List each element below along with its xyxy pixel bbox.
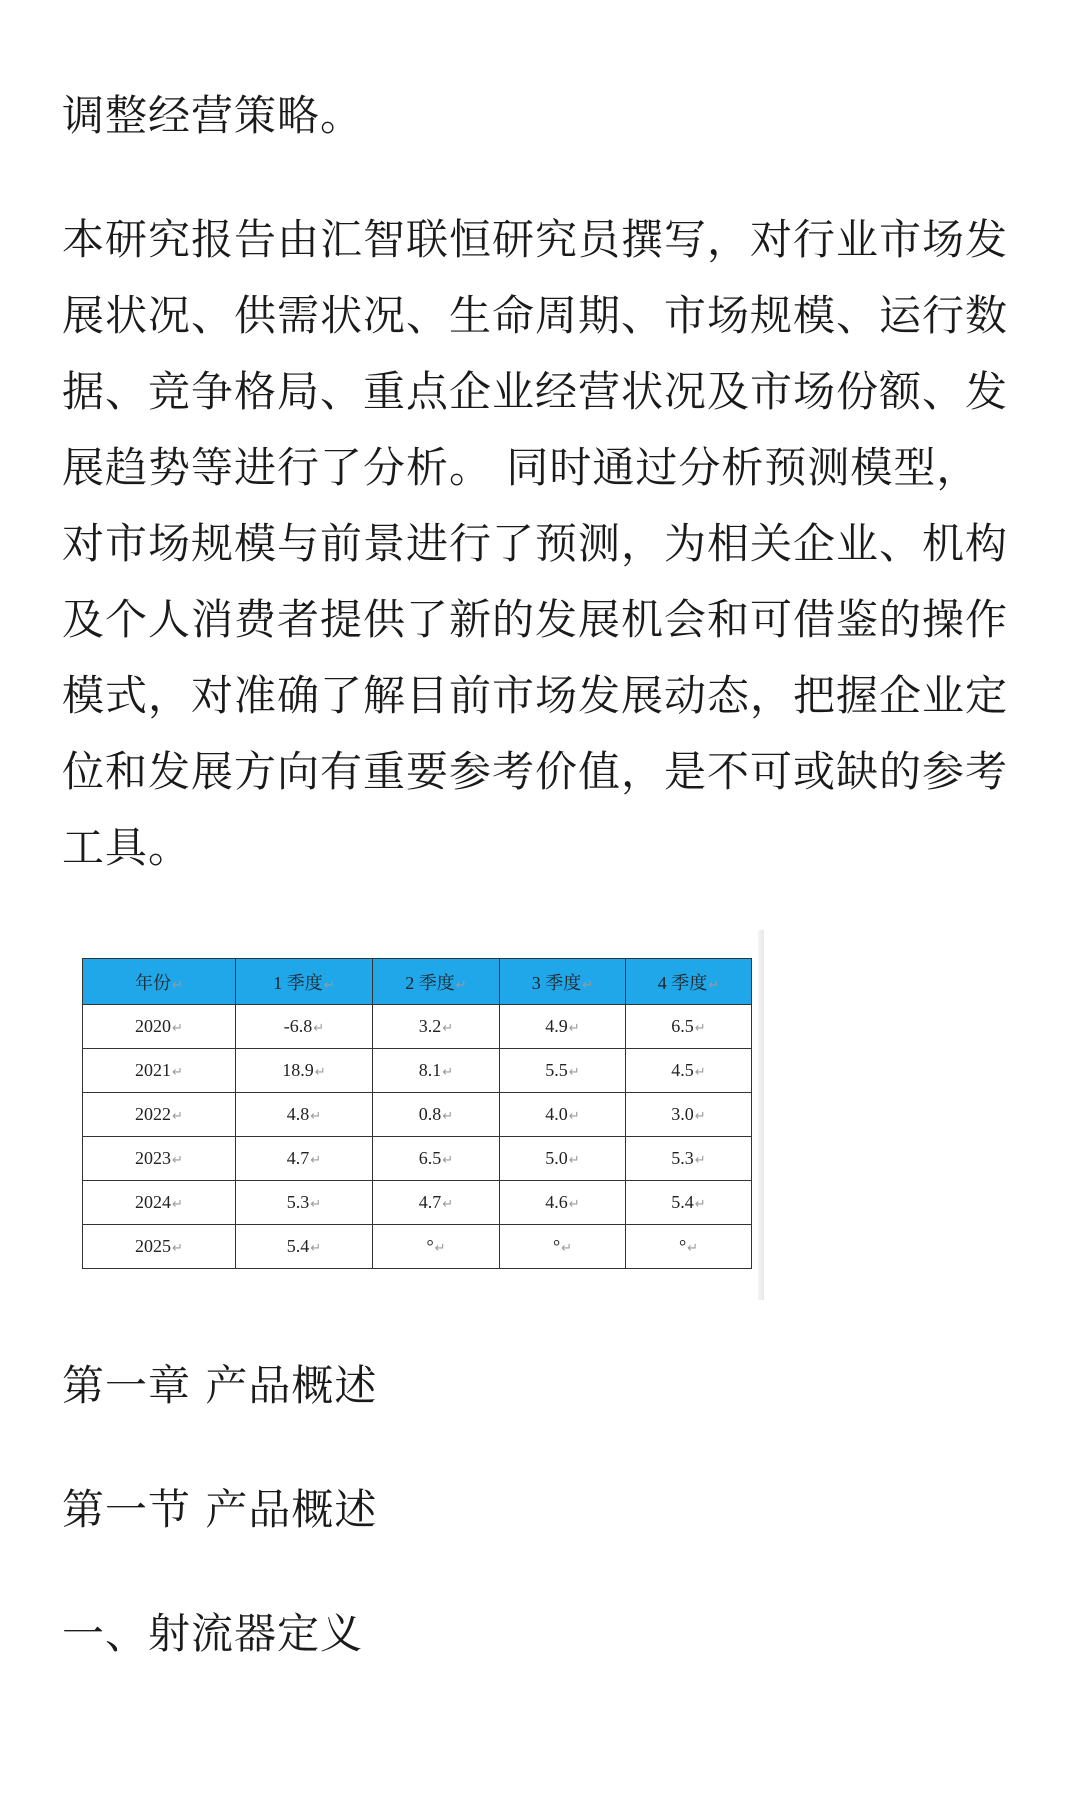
table-cell: 2020↵ [83,1005,236,1049]
paragraph-report-description: 本研究报告由汇智联恒研究员撰写，对行业市场发展状况、供需状况、生命周期、市场规模、运行数据、竞争格局、重点企业经营状况及市场份额、发展趋势等进行了分析。 同时通过分析预测模型，对市场规模与前景进行了预测，为相关企业、机构及个人消费者提供了新的发展机会和可借鉴的操作模式，对准确了解目前市场发展动态，把握企业定位和发展方向有重要参考价值，是不可或缺的参考工具。 [62,215,1009,872]
table-cell: 2022↵ [83,1093,236,1137]
table-header-cell: 3 季度↵ [500,959,626,1005]
table-cell: 4.8↵ [236,1093,373,1137]
image-edge-divider [758,930,764,1300]
table-row [83,1005,752,1049]
table-cell: °↵ [500,1225,626,1269]
table-header-cell: 1 季度↵ [236,959,373,1005]
table-header-cell: 年份↵ [83,959,236,1005]
table-cell: 4.7↵ [373,1181,500,1225]
subsection-heading: 一、射流器定义 [62,1609,364,1658]
table-cell: 5.0↵ [500,1137,626,1181]
table-cell: -6.8↵ [236,1005,373,1049]
table-row [83,1225,752,1269]
table-cell: 5.4↵ [236,1225,373,1269]
table-cell: 2025↵ [83,1225,236,1269]
table-cell: 2021↵ [83,1049,236,1093]
table-cell: 5.4↵ [626,1181,752,1225]
table-cell: 4.5↵ [626,1049,752,1093]
table-header-cell: 2 季度↵ [373,959,500,1005]
table-cell: 2024↵ [83,1181,236,1225]
table-cell: 0.8↵ [373,1093,500,1137]
quarterly-data-table [82,958,752,1269]
section-heading: 第一节 产品概述 [62,1485,378,1534]
table-cell: 4.7↵ [236,1137,373,1181]
table-cell: 4.0↵ [500,1093,626,1137]
table-cell: 5.5↵ [500,1049,626,1093]
table-cell: 5.3↵ [236,1181,373,1225]
table-row [83,1049,752,1093]
table-cell: 3.2↵ [373,1005,500,1049]
paragraph-intro-end: 调整经营策略。 [62,91,364,140]
table-cell: 4.9↵ [500,1005,626,1049]
table-cell: 8.1↵ [373,1049,500,1093]
table-cell: 18.9↵ [236,1049,373,1093]
table-header-row [83,959,752,1005]
table-header-cell: 4 季度↵ [626,959,752,1005]
table-cell: 6.5↵ [373,1137,500,1181]
table-cell: 4.6↵ [500,1181,626,1225]
table-cell: 2023↵ [83,1137,236,1181]
table-cell: 3.0↵ [626,1093,752,1137]
table-row [83,1181,752,1225]
table-cell: 6.5↵ [626,1005,752,1049]
table-cell: °↵ [373,1225,500,1269]
table-cell: °↵ [626,1225,752,1269]
table-cell: 5.3↵ [626,1137,752,1181]
table-row [83,1137,752,1181]
table-image [76,930,764,1300]
chapter-heading: 第一章 产品概述 [62,1361,378,1410]
table-row [83,1093,752,1137]
